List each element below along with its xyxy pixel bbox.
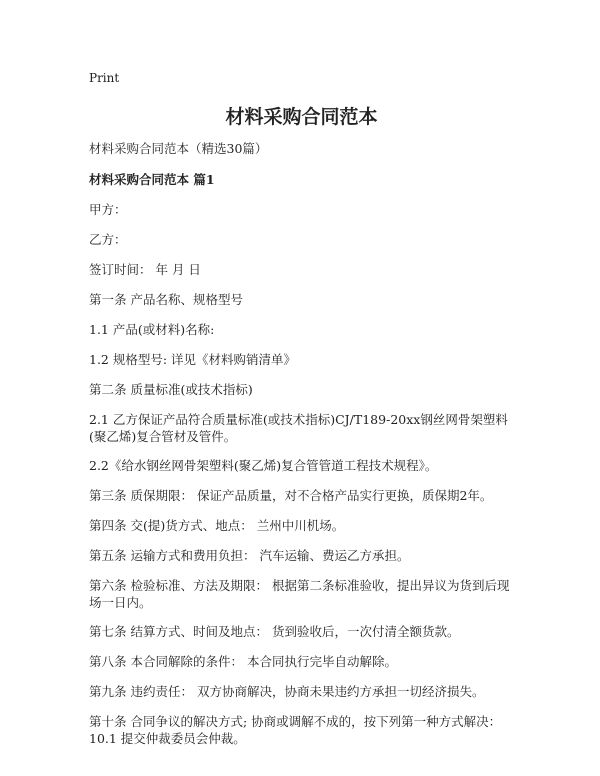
- clause-1-2: 1.2 规格型号: 详见《材料购销清单》: [89, 352, 297, 367]
- clause-7: 第七条 结算方式、时间及地点： 货到验收后，一次付清全额货款。: [89, 624, 460, 639]
- clause-9: 第九条 违约责任： 双方协商解决，协商未果违约方承担一切经济损失。: [89, 684, 485, 699]
- section-title: 材料采购合同范本 篇1: [89, 172, 215, 187]
- clause-4: 第四条 交(提)货方式、地点： 兰州中川机场。: [89, 518, 345, 533]
- clause-2-heading: 第二条 质量标准(或技术指标): [89, 382, 253, 397]
- clause-10: 第十条 合同争议的解决方式; 协商或调解不成的，按下列第一种方式解决： 10.1 提交仲裁委员会仲裁。: [89, 714, 502, 746]
- clause-1-1: 1.1 产品(或材料)名称:: [89, 322, 215, 337]
- document-title: 材料采购合同范本: [225, 106, 378, 128]
- clause-2-2: 2.2《给水钢丝网骨架塑料(聚乙烯)复合管管道工程技术规程》。: [89, 458, 438, 473]
- print-label[interactable]: Print: [89, 71, 120, 85]
- clause-2-1: 2.1 乙方保证产品符合质量标准(或技术指标)CJ/T189-20xx钢丝网骨架塑料(聚乙烯)复合管材及管件。: [89, 412, 508, 444]
- clause-1-heading: 第一条 产品名称、规格型号: [89, 292, 243, 307]
- clause-6: 第六条 检验标准、方法及期限： 根据第二条标准验收，提出异议为货到后现场一日内。: [89, 578, 510, 610]
- document-subtitle: 材料采购合同范本（精选30篇）: [89, 141, 268, 156]
- clause-3: 第三条 质保期限： 保证产品质量，对不合格产品实行更换，质保期2年。: [89, 488, 493, 503]
- party-b-line: 乙方：: [89, 232, 127, 247]
- clause-8: 第八条 本合同解除的条件： 本合同执行完毕自动解除。: [89, 654, 397, 669]
- signing-date-line: 签订时间： 年 月 日: [89, 262, 201, 277]
- clause-5: 第五条 运输方式和费用负担： 汽车运输、费运乙方承担。: [89, 548, 410, 563]
- party-a-line: 甲方：: [89, 202, 127, 217]
